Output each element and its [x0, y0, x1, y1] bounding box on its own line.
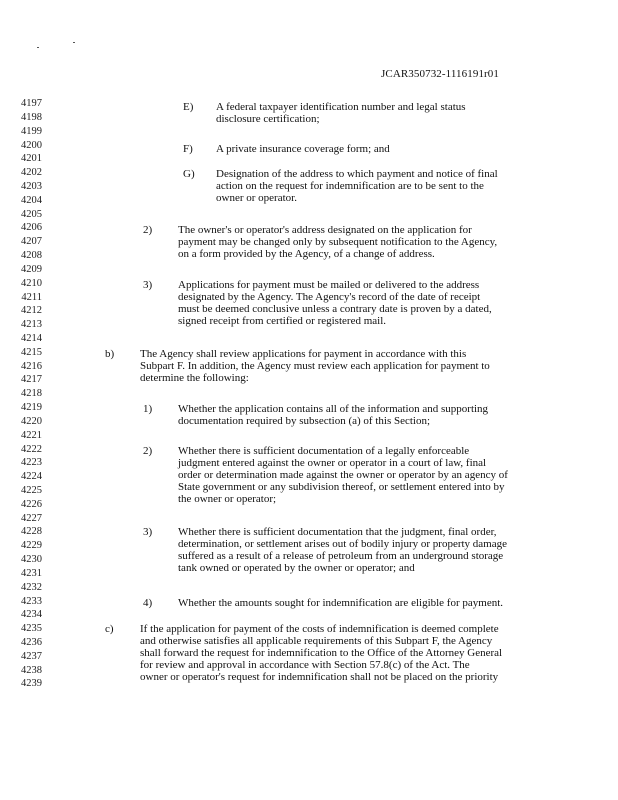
- item-label-b1: 1): [143, 403, 153, 415]
- line-number: 4223: [21, 457, 42, 469]
- line-number: 4237: [21, 650, 42, 662]
- line-number: 4203: [21, 180, 42, 192]
- line-number: 4236: [21, 637, 42, 648]
- line-number: 4238: [21, 664, 42, 676]
- item-text-b2: Whether there is sufficient documentation of a legally enforceable judgment entered against the owner or operator in a court of law, final order or determination made against the owner or operator by an agency of State government or any subdivision thereof, or settlement entered into by the owner or operator;: [178, 445, 508, 505]
- item-label-b: b): [105, 348, 115, 360]
- item-text-E: A federal taxpayer identification number and legal status disclosure certification;: [216, 101, 466, 125]
- line-number: 4221: [21, 429, 42, 441]
- line-number: 4205: [21, 208, 42, 220]
- item-text-a2: The owner's or operator's address designated on the application for payment may be changed only by subsequent notification to the Agency, on a form provided by the Agency, of a change of address.: [178, 224, 498, 260]
- item-label-E: E): [183, 101, 194, 113]
- line-number: 4228: [21, 526, 42, 538]
- line-number: 4232: [21, 581, 42, 593]
- line-number: 4217: [21, 374, 42, 386]
- item-label-b3: 3): [143, 526, 153, 538]
- line-number: 4229: [21, 540, 42, 552]
- line-number: 4230: [21, 554, 42, 566]
- item-label-b4: 4): [143, 597, 153, 609]
- line-number: 4204: [21, 194, 42, 206]
- line-number: 4202: [21, 167, 42, 179]
- item-label-c: c): [105, 623, 114, 635]
- line-number: 4226: [21, 498, 42, 510]
- item-text-b: The Agency shall review applications for payment in accordance with this Subpart F. In addition, the Agency must review each application for payment to determine the following:: [140, 348, 490, 384]
- item-text-b4: Whether the amounts sought for indemnification are eligible for payment.: [178, 597, 504, 609]
- line-number: 4227: [21, 512, 42, 524]
- item-label-a3: 3): [143, 279, 153, 291]
- line-number: 4207: [21, 236, 42, 248]
- line-number: 4212: [21, 305, 42, 317]
- line-number: 4213: [21, 319, 42, 331]
- line-number: 4210: [21, 277, 42, 289]
- item-label-a2: 2): [143, 224, 153, 236]
- line-number: 4224: [21, 471, 42, 483]
- scan-speck: [37, 47, 39, 48]
- line-number: 4234: [21, 609, 42, 621]
- item-text-b3: Whether there is sufficient documentation that the judgment, final order, determination, or settlement arises out of bodily injury or property damage suffered as a result of a release of petroleum from an underground storage tank owned or operated by the owner or operator; and: [178, 526, 507, 574]
- item-label-b2: 2): [143, 445, 153, 457]
- item-label-F: F): [183, 143, 193, 155]
- line-number: 4209: [21, 263, 42, 275]
- line-number: 4200: [21, 139, 42, 151]
- line-number: 4198: [21, 111, 42, 123]
- line-number: 4231: [21, 567, 42, 579]
- item-text-b1: Whether the application contains all of the information and supporting documentation required by subsection (a) of this Section;: [178, 403, 489, 427]
- line-number: 4214: [21, 332, 42, 344]
- document-id: JCAR350732-1116191r01: [381, 68, 500, 80]
- line-number: 4225: [21, 485, 42, 496]
- line-number: 4199: [21, 125, 42, 137]
- line-number: 4215: [21, 346, 42, 358]
- line-number: 4216: [21, 360, 42, 372]
- item-text-G: Designation of the address to which payment and notice of final action on the request for indemnification are to be sent to the owner or operator.: [216, 168, 498, 204]
- line-number: 4239: [21, 678, 42, 690]
- line-number: 4233: [21, 595, 42, 607]
- line-number: 4220: [21, 415, 42, 427]
- line-number: 4197: [21, 98, 42, 109]
- line-number: 4222: [21, 443, 42, 455]
- item-text-c: If the application for payment of the costs of indemnification is deemed complete and otherwise satisfies all applicable requirements of this Subpart F, the Agency shall forward the request for indemnification to the Office of the Attorney General for review and approval in accordance with Section 57.8(c) of the Act. The owner or operator's request for indemnification shall not be placed on the priority: [140, 623, 503, 683]
- line-number: 4211: [21, 291, 42, 303]
- line-number: 4208: [21, 250, 42, 261]
- item-text-F: A private insurance coverage form; and: [216, 143, 390, 155]
- line-number: 4219: [21, 402, 42, 413]
- item-label-G: G): [183, 168, 195, 180]
- line-number: 4218: [21, 388, 42, 400]
- item-text-a3: Applications for payment must be mailed or delivered to the address designated by the Agency. The Agency's record of the date of receipt must be deemed conclusive unless a contrary date is proven by a dated, signed receipt from certified or registered mail.: [178, 279, 492, 327]
- line-number: 4201: [21, 153, 42, 165]
- scan-speck: [73, 42, 75, 43]
- line-number: 4206: [21, 222, 42, 234]
- line-number: 4235: [21, 623, 42, 635]
